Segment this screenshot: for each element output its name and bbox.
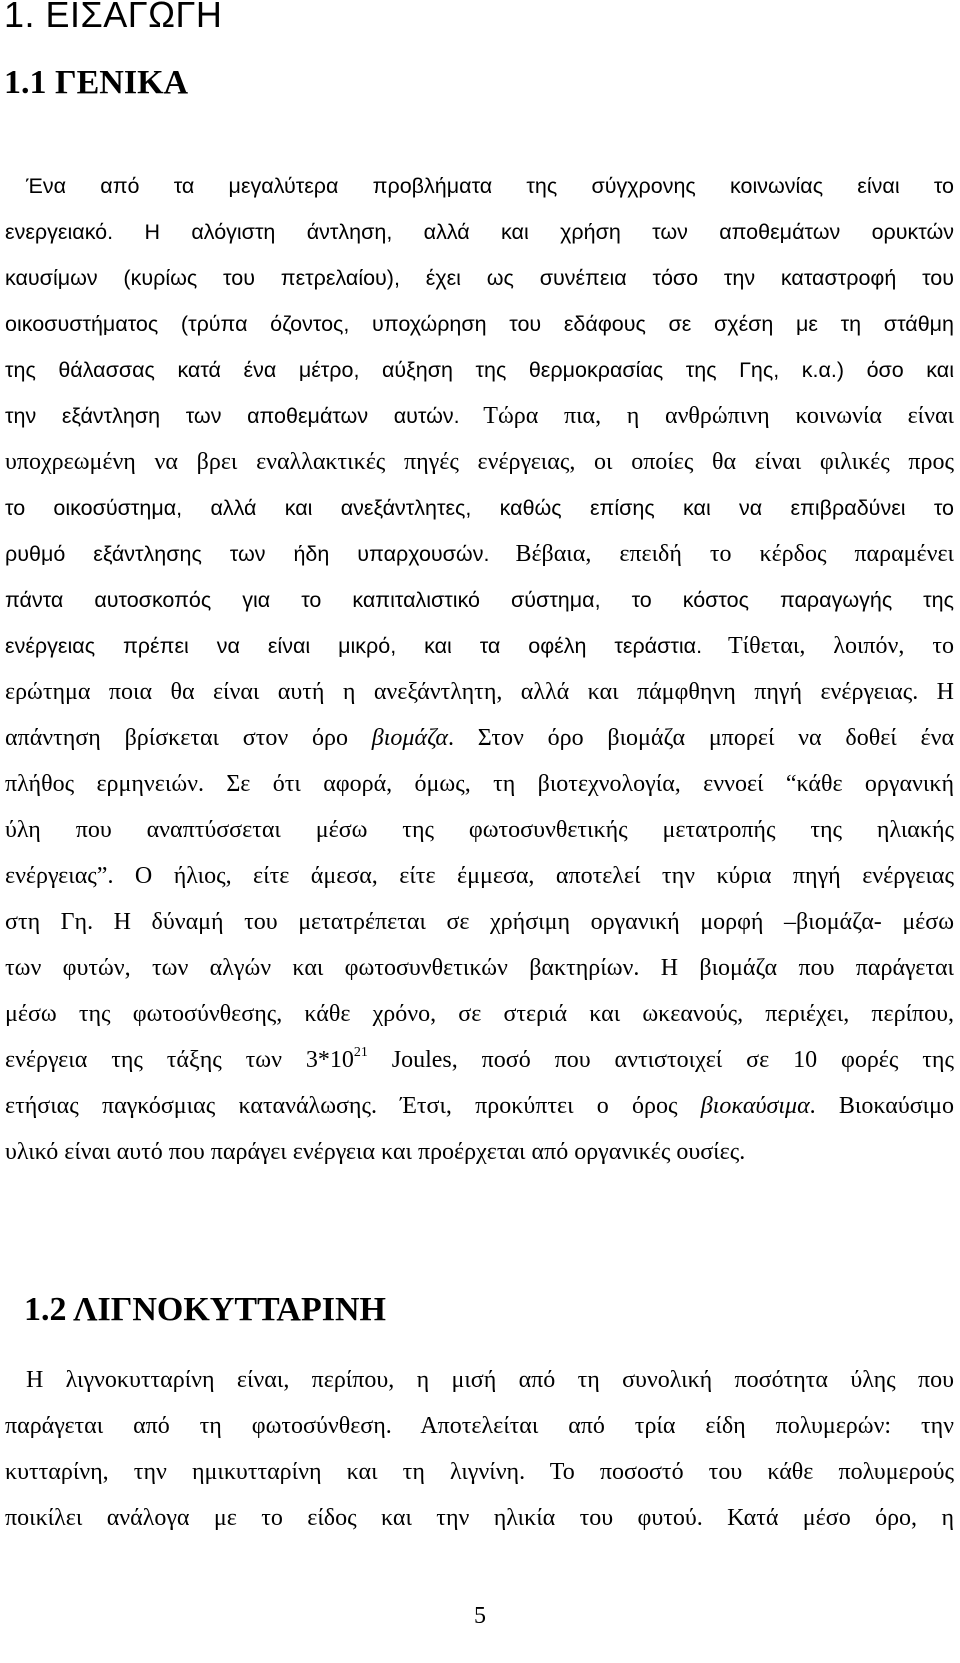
text-line [5, 1034, 954, 1086]
text-span: ρυθμό εξάντλησης των ήδη υπαρχουσών. [5, 542, 490, 566]
text-line [5, 712, 954, 764]
chapter-title: 1. ΕΙΣΑΓΩΓΗ [4, 0, 223, 35]
text-line: πλήθος ερμηνειών. Σε ότι αφορά, όμως, τη βιοτεχνολογία, εννοεί “κάθε οργανική [5, 771, 954, 797]
page-number: 5 [474, 1603, 486, 1629]
text-span: Τώρα πια, η ανθρώπινη κοινωνία είναι [483, 403, 954, 429]
text-line [5, 528, 954, 580]
text-span: Joules, ποσό που αντιστοιχεί σε 10 φορές της [367, 1047, 954, 1073]
text-line [5, 390, 954, 442]
text-line: παράγεται από τη φωτοσύνθεση. Αποτελείται από τρία είδη πολυμερών: την [5, 1413, 954, 1439]
text-line: Η λιγνοκυτταρίνη είναι, περίπου, η μισή από τη συνολική ποσότητα ύλης που [26, 1367, 954, 1393]
text-line: της θάλασσας κατά ένα μέτρο, αύξηση της θερμοκρασίας της Γης, κ.α.) όσο και [5, 358, 954, 382]
text-span: ενέργειας πρέπει να είναι μικρό, και τα οφέλη τεράστια. [5, 634, 703, 658]
superscript: 21 [353, 1045, 368, 1060]
text-span: . Στον όρο βιομάζα μπορεί να δοθεί ένα [448, 725, 955, 751]
text-line: ερώτημα ποια θα είναι αυτή η ανεξάντλητη, αλλά και πάμφθηνη πηγή ενέργειας. Η [5, 679, 954, 705]
text-line: ποικίλει ανάλογα με το είδος και την ηλικία του φυτού. Κατά μέσο όρο, η [5, 1505, 954, 1531]
text-line: ενεργειακό. Η αλόγιστη άντληση, αλλά και χρήση των αποθεμάτων ορυκτών [5, 220, 954, 244]
text-line: πάντα αυτοσκοπός για το καπιταλιστικό σύστημα, το κόστος παραγωγής της [5, 588, 954, 612]
text-line: των φυτών, των αλγών και φωτοσυνθετικών βακτηρίων. Η βιομάζα που παράγεται [5, 955, 954, 981]
text-span: απάντηση βρίσκεται στον όρο [5, 725, 348, 751]
italic-term: βιοκαύσιμα [700, 1093, 810, 1119]
text-span: Τίθεται, λοιπόν, το [728, 633, 954, 659]
text-line: ύλη που αναπτύσσεται μέσω της φωτοσυνθετικής μετατροπής της ηλιακής [5, 817, 954, 843]
text-span: ετήσιας παγκόσμιας κατανάλωσης. Έτσι, προκύπτει ο όρος [5, 1093, 678, 1119]
section-title-general: 1.1 ΓΕΝΙΚΑ [4, 64, 189, 101]
text-span: την εξάντληση των αποθεμάτων αυτών. [5, 404, 460, 428]
italic-term: βιομάζα [371, 725, 449, 751]
text-line: υποχρεωμένη να βρει εναλλακτικές πηγές ενέργειας, οι οποίες θα είναι φιλικές προς [5, 449, 954, 475]
text-line [5, 1080, 954, 1132]
text-line: κυτταρίνη, την ημικυτταρίνη και τη λιγνίνη. Το ποσοστό του κάθε πολυμερούς [5, 1459, 954, 1485]
text-line: το οικοσύστημα, αλλά και ανεξάντλητες, καθώς επίσης και να επιβραδύνει το [5, 496, 954, 520]
text-line [5, 620, 954, 672]
text-line: Ένα από τα μεγαλύτερα προβλήματα της σύγχρονης κοινωνίας είναι το [26, 174, 954, 198]
text-span: . Βιοκαύσιμο [809, 1093, 954, 1119]
text-line: στη Γη. Η δύναμή του μετατρέπεται σε χρήσιμη οργανική μορφή –βιομάζα- μέσω [5, 909, 954, 935]
text-line: υλικό είναι αυτό που παράγει ενέργεια και προέρχεται από οργανικές ουσίες. [5, 1139, 746, 1165]
text-line: ενέργειας”. Ο ήλιος, είτε άμεσα, είτε έμμεσα, αποτελεί την κύρια πηγή ενέργειας [5, 863, 954, 889]
text-span: ενέργεια της τάξης των 3*10 [5, 1047, 354, 1073]
text-line: μέσω της φωτοσύνθεσης, κάθε χρόνο, σε στεριά και ωκεανούς, περιέχει, περίπου, [5, 1001, 954, 1027]
text-span: Βέβαια, επειδή το κέρδος παραμένει [515, 541, 955, 567]
text-line: καυσίμων (κυρίως του πετρελαίου), έχει ως συνέπεια τόσο την καταστροφή του [5, 266, 954, 290]
text-line: οικοσυστήματος (τρύπα όζοντος, υποχώρηση του εδάφους σε σχέση με τη στάθμη [5, 312, 954, 336]
section-title-lignocellulose: 1.2 ΛΙΓΝΟΚΥΤΤΑΡΙΝΗ [24, 1291, 386, 1328]
